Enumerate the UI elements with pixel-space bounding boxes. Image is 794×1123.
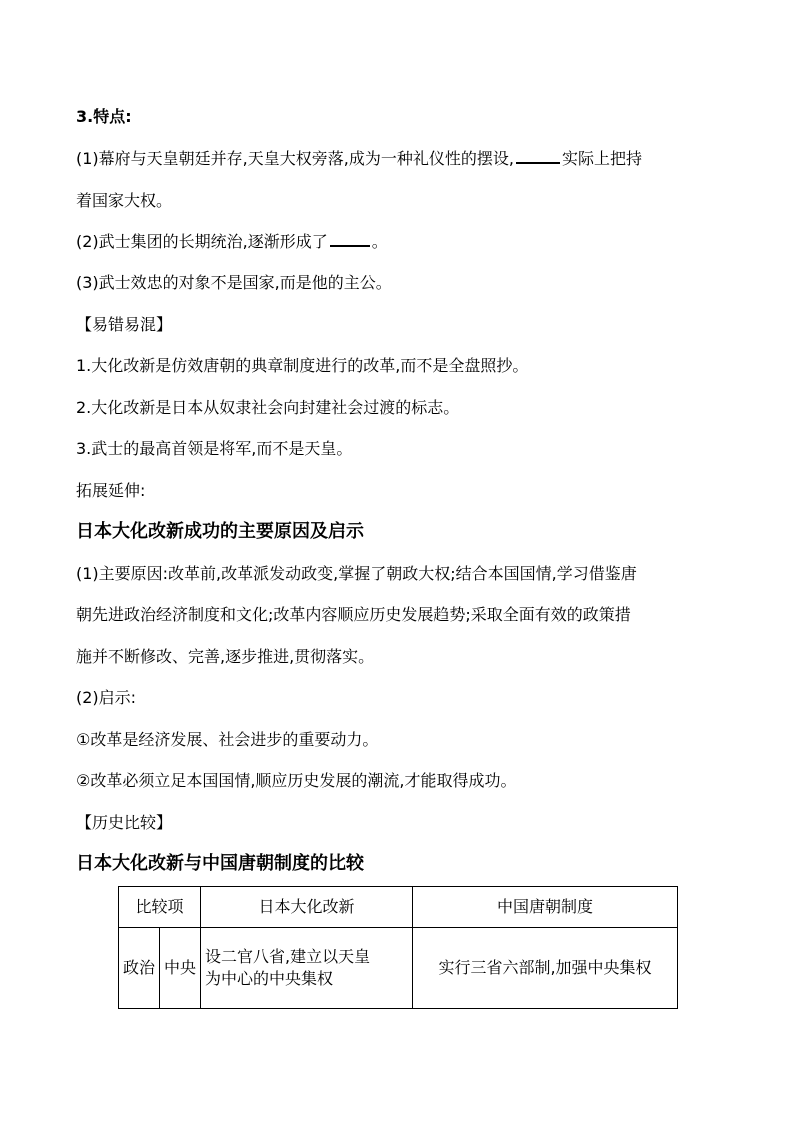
feature-item-1-line-1 xyxy=(76,148,642,170)
confusion-item-2: 2.大化改新是日本从奴隶社会向封建社会过渡的标志。 xyxy=(76,398,460,417)
comparison-heading: 日本大化改新与中国唐朝制度的比较 xyxy=(76,853,364,874)
reason-line-2: 朝先进政治经济制度和文化;改革内容顺应历史发展趋势;采取全面有效的政策措 xyxy=(76,605,631,624)
reason-line-3: 施并不断修改、完善,逐步推进,贯彻落实。 xyxy=(76,647,375,666)
table-cell-category: 政治 xyxy=(119,928,160,1009)
table-cell-japan-line-2: 为中心的中央集权 xyxy=(205,969,334,988)
feature-item-2-text-b: 。 xyxy=(371,232,388,251)
fill-blank-1[interactable] xyxy=(516,148,560,164)
table-cell-subcategory: 中央 xyxy=(160,928,201,1009)
feature-item-2-text-a: (2)武士集团的长期统治,逐渐形成了 xyxy=(76,232,328,251)
confusion-item-1: 1.大化改新是仿效唐朝的典章制度进行的改革,而不是全盘照抄。 xyxy=(76,356,529,375)
table-cell-japan-line-1: 设二官八省,建立以天皇 xyxy=(205,947,371,966)
table-header-cell: 日本大化改新 xyxy=(201,887,413,928)
insight-item-2: ②改革必须立足本国国情,顺应历史发展的潮流,才能取得成功。 xyxy=(76,771,517,790)
comparison-table xyxy=(118,886,678,1009)
reason-line-1: (1)主要原因:改革前,改革派发动政变,掌握了朝政大权;结合本国国情,学习借鉴唐 xyxy=(76,564,637,583)
insight-item-1: ①改革是经济发展、社会进步的重要动力。 xyxy=(76,730,379,749)
feature-item-1-text-b: 实际上把持 xyxy=(561,149,642,168)
feature-item-1-line-2: 着国家大权。 xyxy=(76,191,173,210)
features-heading: 3.特点: xyxy=(76,107,132,126)
confusion-title: 【易错易混】 xyxy=(76,315,173,334)
table-cell-china: 实行三省六部制,加强中央集权 xyxy=(413,928,678,1009)
insight-label: (2)启示: xyxy=(76,688,137,707)
extension-heading: 日本大化改新成功的主要原因及启示 xyxy=(76,521,364,542)
table-cell-japan xyxy=(201,928,413,1009)
feature-item-2 xyxy=(76,231,388,253)
table-header-cell: 中国唐朝制度 xyxy=(413,887,678,928)
table-row xyxy=(119,928,678,1009)
comparison-title: 【历史比较】 xyxy=(76,813,173,832)
extension-label: 拓展延伸: xyxy=(76,481,146,500)
feature-item-1-text-a: (1)幕府与天皇朝廷并存,天皇大权旁落,成为一种礼仪性的摆设, xyxy=(76,149,514,168)
feature-item-3: (3)武士效忠的对象不是国家,而是他的主公。 xyxy=(76,273,392,292)
table-header-cell: 比较项 xyxy=(119,887,201,928)
confusion-item-3: 3.武士的最高首领是将军,而不是天皇。 xyxy=(76,439,353,458)
table-header-row xyxy=(119,887,678,928)
fill-blank-2[interactable] xyxy=(330,231,370,247)
